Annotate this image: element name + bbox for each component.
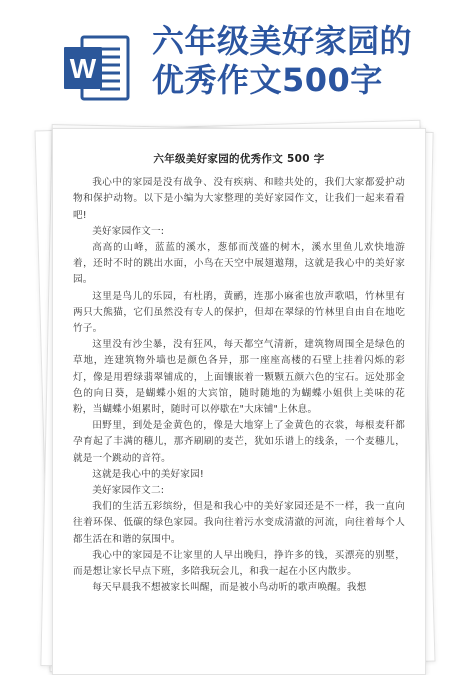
document-paragraph: 这里没有沙尘暴，没有狂风，每天都空气清新，建筑物周围全是绿色的草地，连建筑物外墙也是颜色各异，那一座座高楼的石壁上挂着闪烁的彩灯，像是用碧绿翡翠铺成的，上面镶嵌着一颗颗五颜六色的宝石。远处那金色的向日葵，是蝴蝶小姐的大宾馆，随时随地的为蝴蝶小姐供上美味的花粉，当蝴蝶小姐累时，随时可以停歇在"大床铺"上休息。 xyxy=(73,339,405,416)
document-body xyxy=(73,151,405,596)
title-line-2: 优秀作文500字 xyxy=(152,61,383,99)
document-paragraph: 高高的山峰，蓝蓝的溪水，葱郁而茂盛的树木，溪水里鱼儿欢快地游着，还时不时的跳出水面，小鸟在天空中展翅遨翔，这就是我心中的美好家园。 xyxy=(73,242,405,286)
document-paragraph: 这就是我心中的美好家园! xyxy=(92,468,204,480)
document-paragraph: 我心中的家园是没有战争、没有疾病、和睦共处的，我们大家都爱护动物和保护动物。以下是小编为大家整理的美好家园作文，让我们一起来看看吧! xyxy=(73,177,405,221)
page-title xyxy=(152,22,467,100)
document-paragraph: 每天早晨我不想被家长叫醒，而是被小鸟动听的歌声唤醒。我想 xyxy=(92,582,367,594)
document-paragraph: 这里是鸟儿的乐园，有杜鹃，黄鹂，连那小麻雀也放声歌唱，竹林里有两只大熊猫，它们虽然没有专人的保护，但却在翠绿的竹林里自由自在地吃竹子。 xyxy=(73,290,405,335)
document-paragraph: 田野里，到处是金黄色的，像是大地穿上了金黄色的衣裳，每根麦秆都孕育起了丰满的穗儿，那齐刷刷的麦芒，犹如乐谱上的线条，一个麦穗儿，就是一个跳动的音符。 xyxy=(73,420,405,464)
word-document-icon xyxy=(62,33,132,103)
word-logo-letter: W xyxy=(69,53,97,84)
document-paragraph: 我心中的家园是不让家里的人早出晚归，挣许多的钱，买漂亮的别墅，而是想让家长早点下班，多陪我玩会儿，和我一起在小区内散步。 xyxy=(73,549,405,578)
document-title: 六年级美好家园的优秀作文 500 字 xyxy=(153,153,325,165)
document-paragraph: 我们的生活五彩缤纷，但是和我心中的美好家园还是不一样，我一直向往着环保、低碳的绿色家园。我向往着污水变成清澈的河流，向往着每个人都生活在和谐的氛围中。 xyxy=(73,501,405,545)
title-line-1: 六年级美好家园的 xyxy=(152,22,413,60)
page-header xyxy=(0,0,474,115)
document-paragraph: 美好家园作文二: xyxy=(92,485,165,497)
document-page xyxy=(52,128,426,675)
document-paragraph: 美好家园作文一: xyxy=(92,225,165,237)
